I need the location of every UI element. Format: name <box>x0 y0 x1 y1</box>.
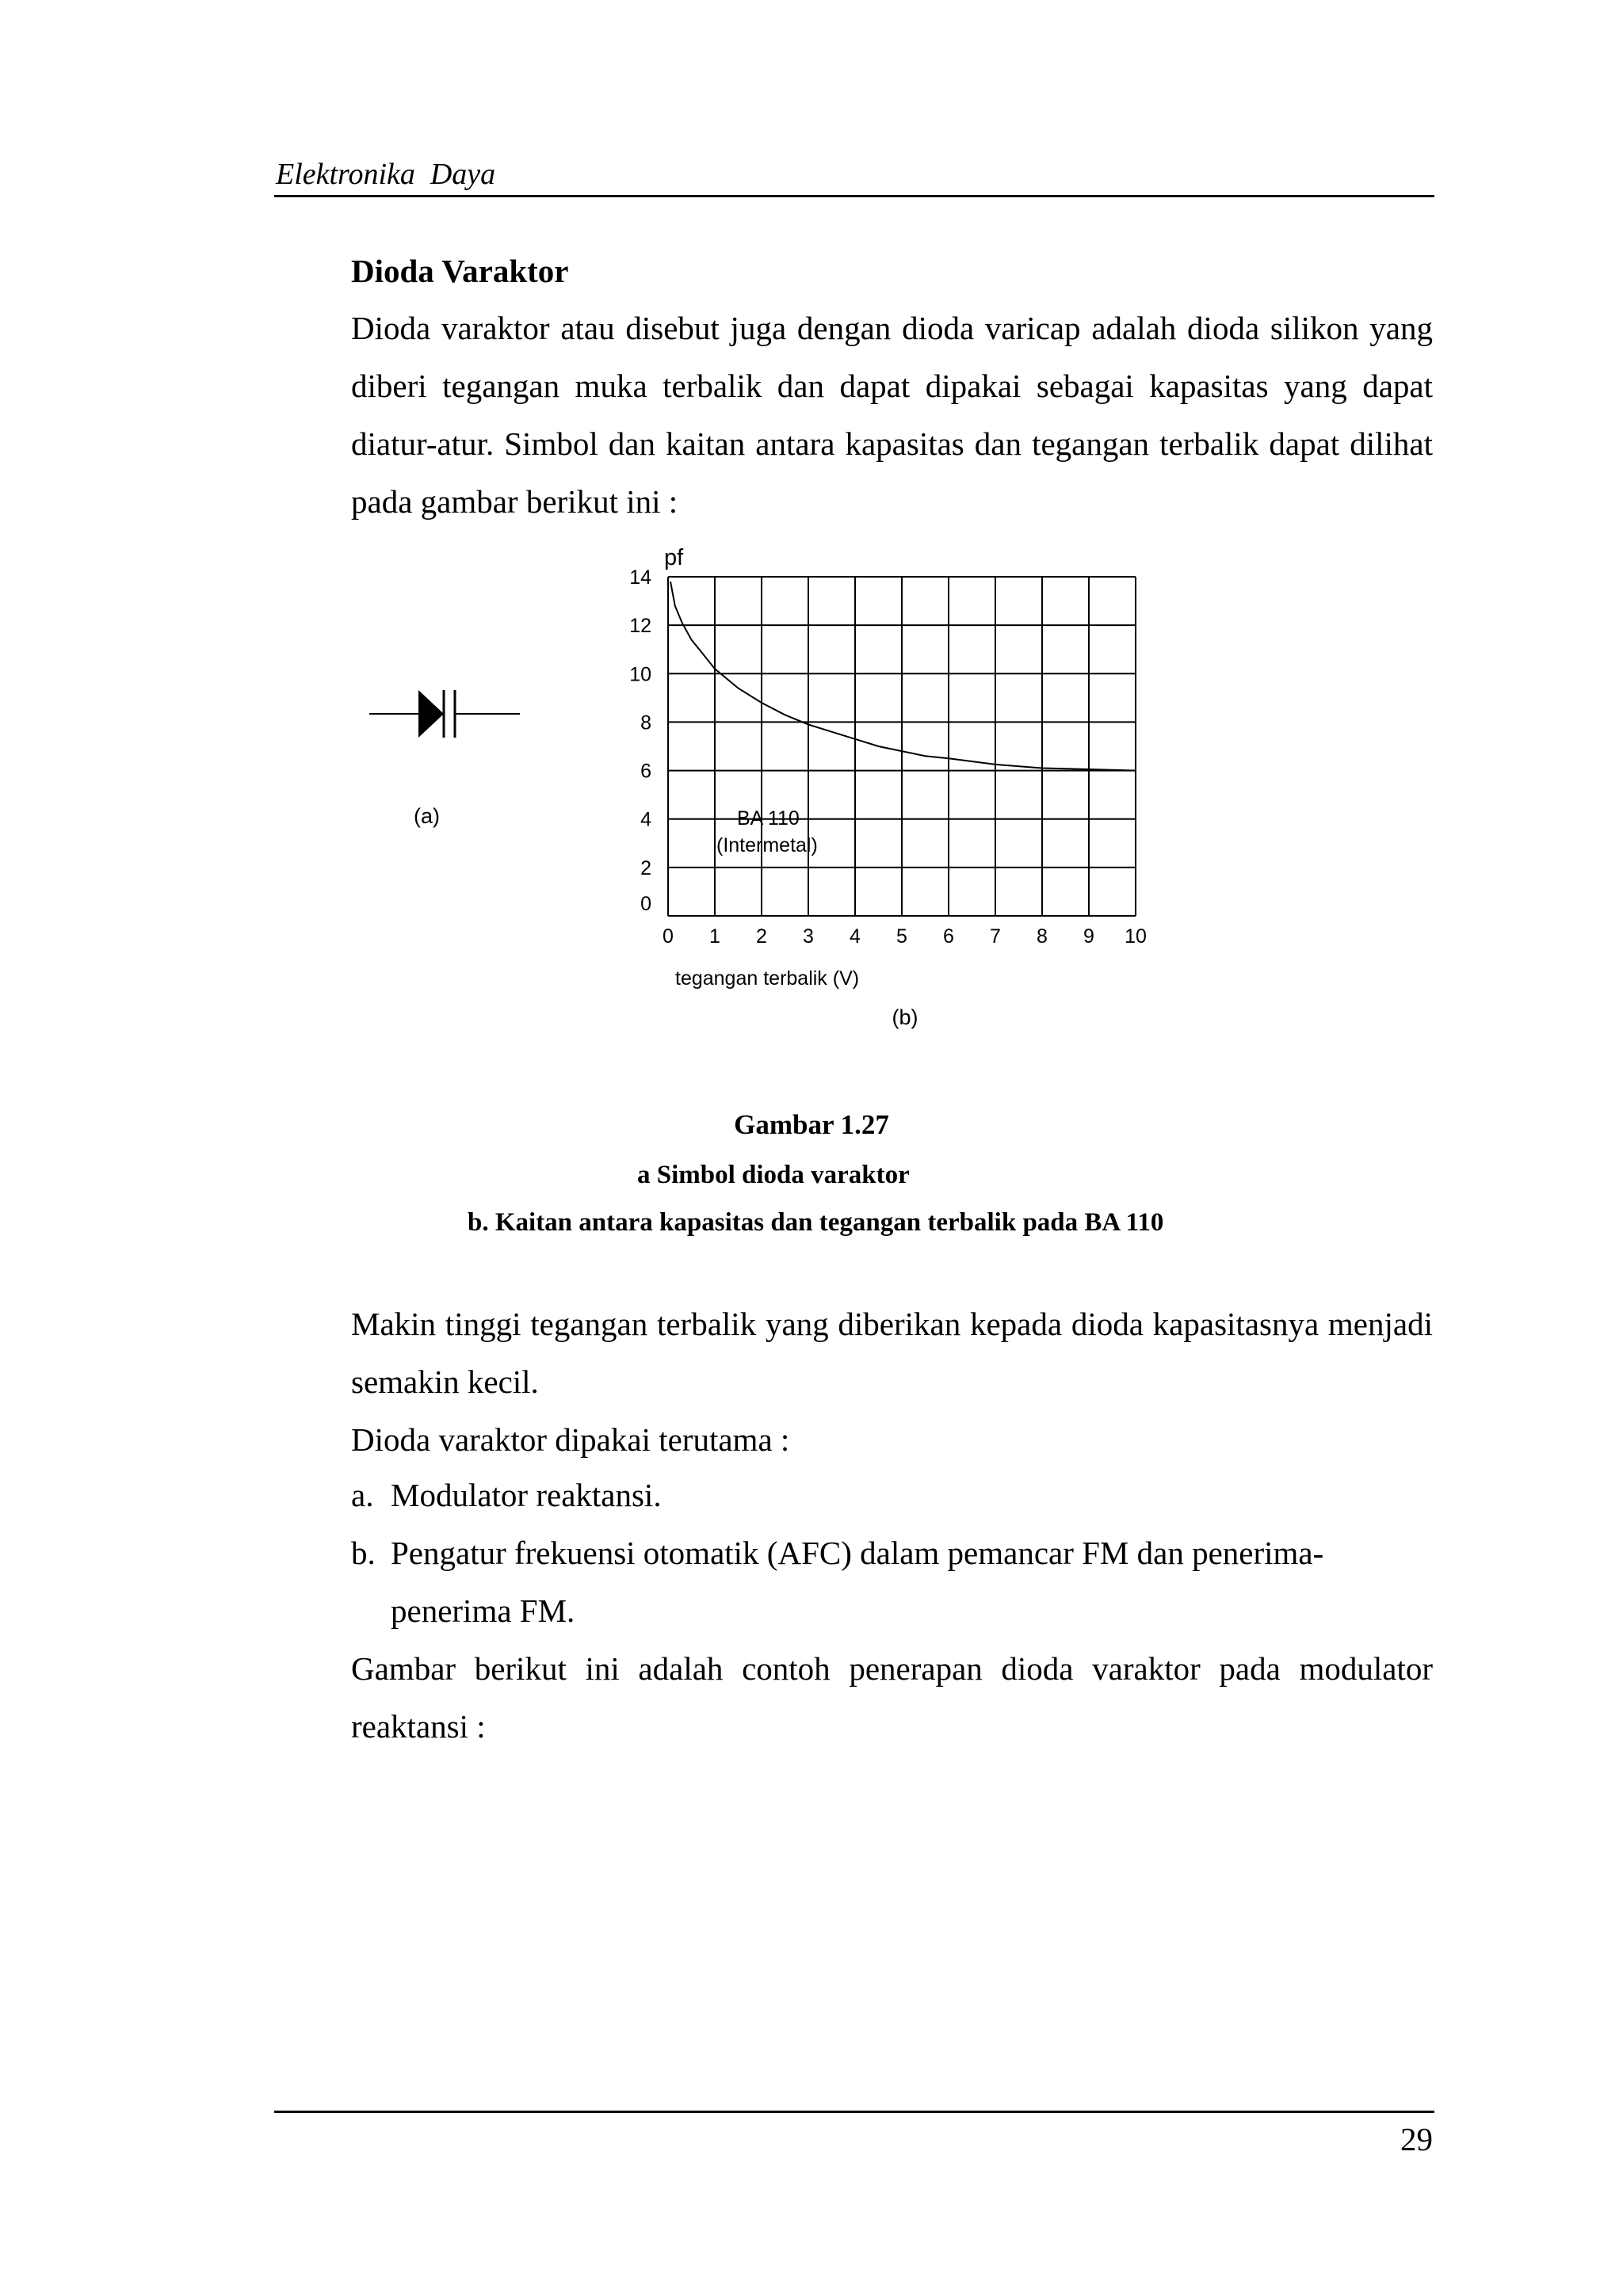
list-item <box>351 1524 1433 1640</box>
figure-caption-b: b. Kaitan antara kapasitas dan tegangan terbalik pada BA 110 <box>468 1208 1164 1237</box>
chart-ticks <box>629 566 1147 948</box>
body-paragraph: Makin tinggi tegangan terbalik yang diberikan kepada dioda kapasitasnya menjadi semakin kecil. Dioda varaktor dipakai terutama : <box>351 1306 1433 1458</box>
list-item-text: Pengatur frekuensi otomatik (AFC) dalam pemancar FM dan penerima-penerima FM. <box>391 1535 1324 1629</box>
header-divider <box>274 195 1434 197</box>
x-tick-label: 2 <box>756 925 767 948</box>
x-tick-label: 0 <box>663 925 674 948</box>
footer-divider <box>274 2111 1434 2113</box>
y-tick-label: 12 <box>629 615 651 638</box>
chart-grid <box>668 577 1136 916</box>
x-tick-label: 7 <box>990 925 1001 948</box>
x-tick-label: 5 <box>896 925 907 948</box>
capacitance-curve <box>670 582 1136 771</box>
y-tick-label: 0 <box>640 893 651 915</box>
list-marker: a. <box>351 1477 374 1513</box>
y-tick-label: 2 <box>640 856 651 879</box>
varactor-diode-symbol <box>369 686 528 742</box>
closing-paragraph: Gambar berikut ini adalah contoh penerapan dioda varaktor pada modulator reaktansi : <box>351 1650 1433 1745</box>
x-tick-label: 4 <box>850 925 861 948</box>
running-header: Elektronika Daya <box>276 158 496 191</box>
figure-caption-a: a Simbol dioda varaktor <box>637 1161 910 1189</box>
x-tick-label: 10 <box>1125 925 1147 948</box>
list-marker: b. <box>351 1535 376 1571</box>
x-tick-label: 3 <box>803 925 814 948</box>
figure-label-b: (b) <box>892 1005 918 1029</box>
y-tick-label: 6 <box>640 760 651 783</box>
list-item <box>351 1466 1433 1524</box>
y-tick-label: 8 <box>640 711 651 734</box>
capacitance-voltage-chart <box>602 539 1205 1046</box>
y-tick-label: 10 <box>629 663 651 686</box>
x-tick-label: 1 <box>709 925 720 948</box>
x-axis-label: tegangan terbalik (V) <box>675 967 860 990</box>
y-axis-label: pf <box>664 545 684 570</box>
figure-label-a: (a) <box>414 804 440 828</box>
intro-paragraph: Dioda varaktor atau disebut juga dengan dioda varicap adalah dioda silikon yang diberi tegangan muka terbalik dan dapat dipakai sebagai kapasitas yang dapat diatur-atur. Simbol dan kaitan antara kapasitas dan tegangan terbalik dapat dilihat pada gambar berikut ini : <box>351 310 1433 520</box>
figure-caption-title: Gambar 1.27 <box>734 1109 889 1140</box>
list-item-text: Modulator reaktansi. <box>391 1477 662 1513</box>
x-tick-label: 9 <box>1083 925 1094 948</box>
page-number: 29 <box>1400 2121 1433 2157</box>
section-title: Dioda Varaktor <box>351 253 569 289</box>
chart-annotation-model: BA 110 <box>737 807 800 830</box>
x-tick-label: 8 <box>1037 925 1048 948</box>
y-tick-label: 14 <box>629 566 651 589</box>
x-tick-label: 6 <box>943 925 954 948</box>
chart-annotation-maker: (Intermetal) <box>716 834 818 856</box>
y-tick-label: 4 <box>640 808 651 831</box>
